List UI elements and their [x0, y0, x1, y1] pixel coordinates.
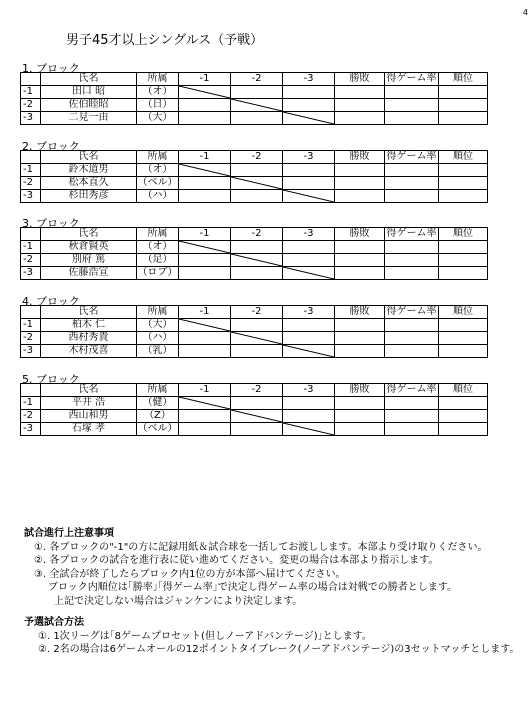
- header-wins: 勝敗: [335, 228, 385, 241]
- match-cell-m1: [179, 410, 231, 423]
- table-row: [21, 190, 488, 203]
- notes-section-2: [24, 616, 519, 657]
- match-cell-m2: [231, 86, 283, 99]
- game-rate-cell: [385, 99, 439, 112]
- wins-cell: [335, 345, 385, 358]
- match-cell-m2: [231, 423, 283, 436]
- header-name: 氏名: [41, 73, 137, 86]
- header-name: 氏名: [41, 151, 137, 164]
- player-name: 鈴木道男: [41, 164, 137, 177]
- notes-section-1: [24, 527, 488, 608]
- header-game-rate: 得ゲーム率: [386, 228, 437, 239]
- wins-cell: [335, 254, 385, 267]
- rank-cell: [439, 254, 488, 267]
- match-cell-m1: [179, 332, 231, 345]
- match-cell-m3: [283, 164, 335, 177]
- diagonal-line: [231, 332, 282, 344]
- header-match-3: -3: [283, 384, 335, 397]
- match-cell-m2: [231, 397, 283, 410]
- match-cell-m3: [283, 423, 335, 436]
- diagonal-line: [283, 190, 334, 202]
- row-number: -2: [21, 99, 41, 112]
- diagonal-line: [179, 397, 230, 409]
- block-label: 2. ブロック: [22, 140, 80, 153]
- header-match-1: -1: [179, 306, 231, 319]
- header-name: 氏名: [41, 306, 137, 319]
- diagonal-line: [179, 241, 230, 253]
- table-row: [21, 423, 488, 436]
- player-affiliation: （ベル）: [137, 423, 178, 434]
- match-cell-m2: [231, 267, 283, 280]
- match-cell-m1: [179, 99, 231, 112]
- header-rank: 順位: [439, 228, 488, 241]
- notes-heading-2: 予選試合方法: [24, 617, 84, 628]
- player-affiliation: （ハ）: [137, 190, 179, 203]
- table-row: [21, 345, 488, 358]
- game-rate-cell: [385, 86, 439, 99]
- game-rate-cell: [385, 332, 439, 345]
- player-affiliation: （オ）: [137, 241, 179, 254]
- block-table: [20, 150, 488, 203]
- rank-cell: [439, 86, 488, 99]
- player-name: 佐藤浩宣: [41, 267, 137, 280]
- diagonal-line: [283, 423, 334, 435]
- header-match-2: -2: [231, 73, 283, 86]
- header-name: 氏名: [41, 228, 137, 241]
- wins-cell: [335, 112, 385, 125]
- block-label: 3. ブロック: [22, 217, 80, 230]
- match-cell-m3: [283, 86, 335, 99]
- match-cell-m2: [231, 190, 283, 203]
- diagonal-line: [179, 319, 230, 331]
- table-row: [21, 410, 488, 423]
- notes-item: ③. 全試合が終了したらブロック内1位の方が本部へ届けてください。: [34, 568, 346, 580]
- match-cell-m3: [283, 254, 335, 267]
- table-row: [21, 254, 488, 267]
- header-wins: 勝敗: [335, 306, 385, 319]
- header-rank: 順位: [439, 151, 488, 164]
- player-name: 別府 篤: [41, 254, 137, 267]
- diagonal-line: [179, 164, 230, 176]
- table-row: [21, 397, 488, 410]
- game-rate-cell: [385, 319, 439, 332]
- header-wins: 勝敗: [335, 151, 385, 164]
- player-name: 松本直久: [41, 177, 137, 190]
- diagonal-line: [231, 177, 282, 189]
- header-rank: 順位: [439, 73, 488, 86]
- player-affiliation: （ハ）: [137, 332, 179, 345]
- block-table: [20, 383, 488, 436]
- player-affiliation: （オ）: [137, 164, 179, 177]
- header-match-1: -1: [179, 384, 231, 397]
- player-affiliation: （大）: [137, 112, 179, 125]
- match-cell-m3: [283, 241, 335, 254]
- table-row: [21, 267, 488, 280]
- table-row: [21, 177, 488, 190]
- rank-cell: [439, 190, 488, 203]
- table-row: [21, 319, 488, 332]
- wins-cell: [335, 190, 385, 203]
- header-affil: 所属: [137, 384, 179, 397]
- header-match-3: -3: [283, 228, 335, 241]
- match-cell-m3: [283, 190, 335, 203]
- game-rate-cell: [385, 164, 439, 177]
- player-affiliation: （健）: [137, 397, 179, 410]
- wins-cell: [335, 86, 385, 99]
- page-corner-mark: 4: [522, 8, 528, 17]
- diagonal-line: [283, 267, 334, 279]
- header-rank: 順位: [439, 306, 488, 319]
- game-rate-cell: [385, 177, 439, 190]
- diagonal-line: [283, 112, 334, 124]
- block-table: [20, 305, 488, 358]
- table-row: [21, 241, 488, 254]
- table-row: [21, 164, 488, 177]
- match-cell-m2: [231, 177, 283, 190]
- rank-cell: [439, 112, 488, 125]
- block-label: 4. ブロック: [22, 295, 80, 308]
- diagonal-line: [231, 410, 282, 422]
- header-affil: 所属: [137, 151, 179, 164]
- match-cell-m2: [231, 332, 283, 345]
- match-cell-m1: [179, 254, 231, 267]
- wins-cell: [335, 267, 385, 280]
- header-num-cell: [21, 73, 41, 86]
- notes-item: 上記で決定しない場合はジャンケンにより決定します。: [54, 595, 303, 607]
- match-cell-m2: [231, 410, 283, 423]
- match-cell-m1: [179, 164, 231, 177]
- match-cell-m2: [231, 241, 283, 254]
- wins-cell: [335, 423, 385, 436]
- row-number: -1: [21, 319, 41, 332]
- wins-cell: [335, 164, 385, 177]
- wins-cell: [335, 241, 385, 254]
- diagonal-line: [231, 254, 282, 266]
- game-rate-cell: [385, 345, 439, 358]
- match-cell-m3: [283, 177, 335, 190]
- player-name: 二見一由: [41, 112, 137, 125]
- header-match-2: -2: [231, 228, 283, 241]
- match-cell-m1: [179, 319, 231, 332]
- row-number: -1: [21, 164, 41, 177]
- row-number: -3: [21, 345, 41, 358]
- match-cell-m2: [231, 319, 283, 332]
- row-number: -2: [21, 332, 41, 345]
- player-name: 柏木 仁: [41, 319, 137, 332]
- match-cell-m2: [231, 164, 283, 177]
- game-rate-cell: [385, 267, 439, 280]
- header-affil: 所属: [137, 228, 179, 241]
- match-cell-m2: [231, 112, 283, 125]
- header-match-1: -1: [179, 228, 231, 241]
- game-rate-cell: [385, 254, 439, 267]
- row-number: -1: [21, 241, 41, 254]
- player-affiliation: （Z）: [137, 410, 179, 423]
- row-number: -1: [21, 397, 41, 410]
- table-row: [21, 332, 488, 345]
- wins-cell: [335, 319, 385, 332]
- player-affiliation: （ロブ）: [137, 267, 178, 278]
- header-num-cell: [21, 306, 41, 319]
- match-cell-m1: [179, 86, 231, 99]
- match-cell-m2: [231, 254, 283, 267]
- header-match-1: -1: [179, 73, 231, 86]
- rank-cell: [439, 319, 488, 332]
- player-affiliation: （日）: [137, 99, 179, 112]
- header-game-rate: 得ゲーム率: [386, 73, 437, 84]
- rank-cell: [439, 332, 488, 345]
- player-name: 西山和男: [41, 410, 137, 423]
- header-affil: 所属: [137, 306, 179, 319]
- header-num-cell: [21, 228, 41, 241]
- header-match-1: -1: [179, 151, 231, 164]
- header-game-rate: 得ゲーム率: [386, 151, 437, 162]
- match-cell-m1: [179, 267, 231, 280]
- match-cell-m1: [179, 177, 231, 190]
- rank-cell: [439, 241, 488, 254]
- header-match-2: -2: [231, 151, 283, 164]
- game-rate-cell: [385, 241, 439, 254]
- player-name: 西村秀貴: [41, 332, 137, 345]
- table-row: [21, 112, 488, 125]
- rank-cell: [439, 410, 488, 423]
- rank-cell: [439, 423, 488, 436]
- header-num-cell: [21, 151, 41, 164]
- rank-cell: [439, 267, 488, 280]
- wins-cell: [335, 397, 385, 410]
- row-number: -2: [21, 254, 41, 267]
- match-cell-m1: [179, 241, 231, 254]
- match-cell-m1: [179, 190, 231, 203]
- rank-cell: [439, 164, 488, 177]
- block-table: [20, 227, 488, 280]
- wins-cell: [335, 410, 385, 423]
- game-rate-cell: [385, 410, 439, 423]
- match-cell-m3: [283, 397, 335, 410]
- game-rate-cell: [385, 190, 439, 203]
- rank-cell: [439, 99, 488, 112]
- wins-cell: [335, 177, 385, 190]
- player-name: 石塚 孝: [41, 423, 137, 436]
- header-name: 氏名: [41, 384, 137, 397]
- row-number: -3: [21, 423, 41, 436]
- match-cell-m3: [283, 332, 335, 345]
- notes-item: ブロック内順位は｢勝率｣｢得ゲーム率｣で決定し得ゲーム率の場合は対戦での勝者とします。: [48, 582, 457, 593]
- rank-cell: [439, 345, 488, 358]
- player-affiliation: （ベル）: [137, 177, 178, 188]
- notes-item: ②. 2名の場合は6ゲームオールの12ポイントタイブレーク(ノーアドバンテージ)の3セットマッチとします。: [38, 644, 520, 655]
- game-rate-cell: [385, 397, 439, 410]
- game-rate-cell: [385, 423, 439, 436]
- player-name: 平井 浩: [41, 397, 137, 410]
- header-affil: 所属: [137, 73, 179, 86]
- page-title: 男子45才以上シングルス（予戦）: [66, 33, 264, 48]
- match-cell-m3: [283, 410, 335, 423]
- game-rate-cell: [385, 112, 439, 125]
- player-name: 木村茂喜: [41, 345, 137, 358]
- player-name: 杉田秀彦: [41, 190, 137, 203]
- diagonal-line: [283, 345, 334, 357]
- match-cell-m3: [283, 267, 335, 280]
- row-number: -3: [21, 267, 41, 280]
- diagonal-line: [179, 86, 230, 98]
- row-number: -3: [21, 190, 41, 203]
- player-name: 秋倉賢英: [41, 241, 137, 254]
- wins-cell: [335, 332, 385, 345]
- notes-heading-1: 試合進行上注意事項: [24, 528, 114, 539]
- match-cell-m3: [283, 112, 335, 125]
- row-number: -3: [21, 112, 41, 125]
- match-cell-m1: [179, 423, 231, 436]
- block-label: 5. ブロック: [22, 373, 80, 386]
- header-wins: 勝敗: [335, 73, 385, 86]
- row-number: -2: [21, 410, 41, 423]
- match-cell-m2: [231, 345, 283, 358]
- diagonal-line: [231, 99, 282, 111]
- player-name: 佐伯睦昭: [41, 99, 137, 112]
- header-game-rate: 得ゲーム率: [386, 306, 437, 317]
- row-number: -2: [21, 177, 41, 190]
- header-rank: 順位: [439, 384, 488, 397]
- notes-item: ①. 1次リーグは｢8ゲームプロセット(但しノーアドバンテージ)｣とします。: [38, 630, 372, 642]
- header-wins: 勝敗: [335, 384, 385, 397]
- notes-item: ①. 各ブロックの"-1"の方に記録用紙＆試合球を一括してお渡しします。本部より受け取りください。: [34, 541, 488, 553]
- match-cell-m3: [283, 99, 335, 112]
- player-affiliation: （オ）: [137, 86, 179, 99]
- header-num-cell: [21, 384, 41, 397]
- player-affiliation: （乳）: [137, 345, 179, 358]
- match-cell-m2: [231, 99, 283, 112]
- player-affiliation: （大）: [137, 319, 179, 332]
- player-affiliation: （足）: [137, 254, 179, 267]
- table-row: [21, 86, 488, 99]
- block-table: [20, 72, 488, 125]
- block-label: 1. ブロック: [22, 62, 80, 75]
- wins-cell: [335, 99, 385, 112]
- table-row: [21, 99, 488, 112]
- header-match-3: -3: [283, 151, 335, 164]
- match-cell-m3: [283, 319, 335, 332]
- header-match-2: -2: [231, 306, 283, 319]
- header-match-2: -2: [231, 384, 283, 397]
- match-cell-m1: [179, 345, 231, 358]
- player-name: 田口 昭: [41, 86, 137, 99]
- rank-cell: [439, 177, 488, 190]
- rank-cell: [439, 397, 488, 410]
- row-number: -1: [21, 86, 41, 99]
- header-match-3: -3: [283, 73, 335, 86]
- notes-item: ②. 各ブロックの試合を進行表に従い進めてください。変更の場合は本部より指示します。: [34, 555, 439, 566]
- header-match-3: -3: [283, 306, 335, 319]
- match-cell-m1: [179, 112, 231, 125]
- match-cell-m3: [283, 345, 335, 358]
- header-game-rate: 得ゲーム率: [386, 384, 437, 395]
- match-cell-m1: [179, 397, 231, 410]
